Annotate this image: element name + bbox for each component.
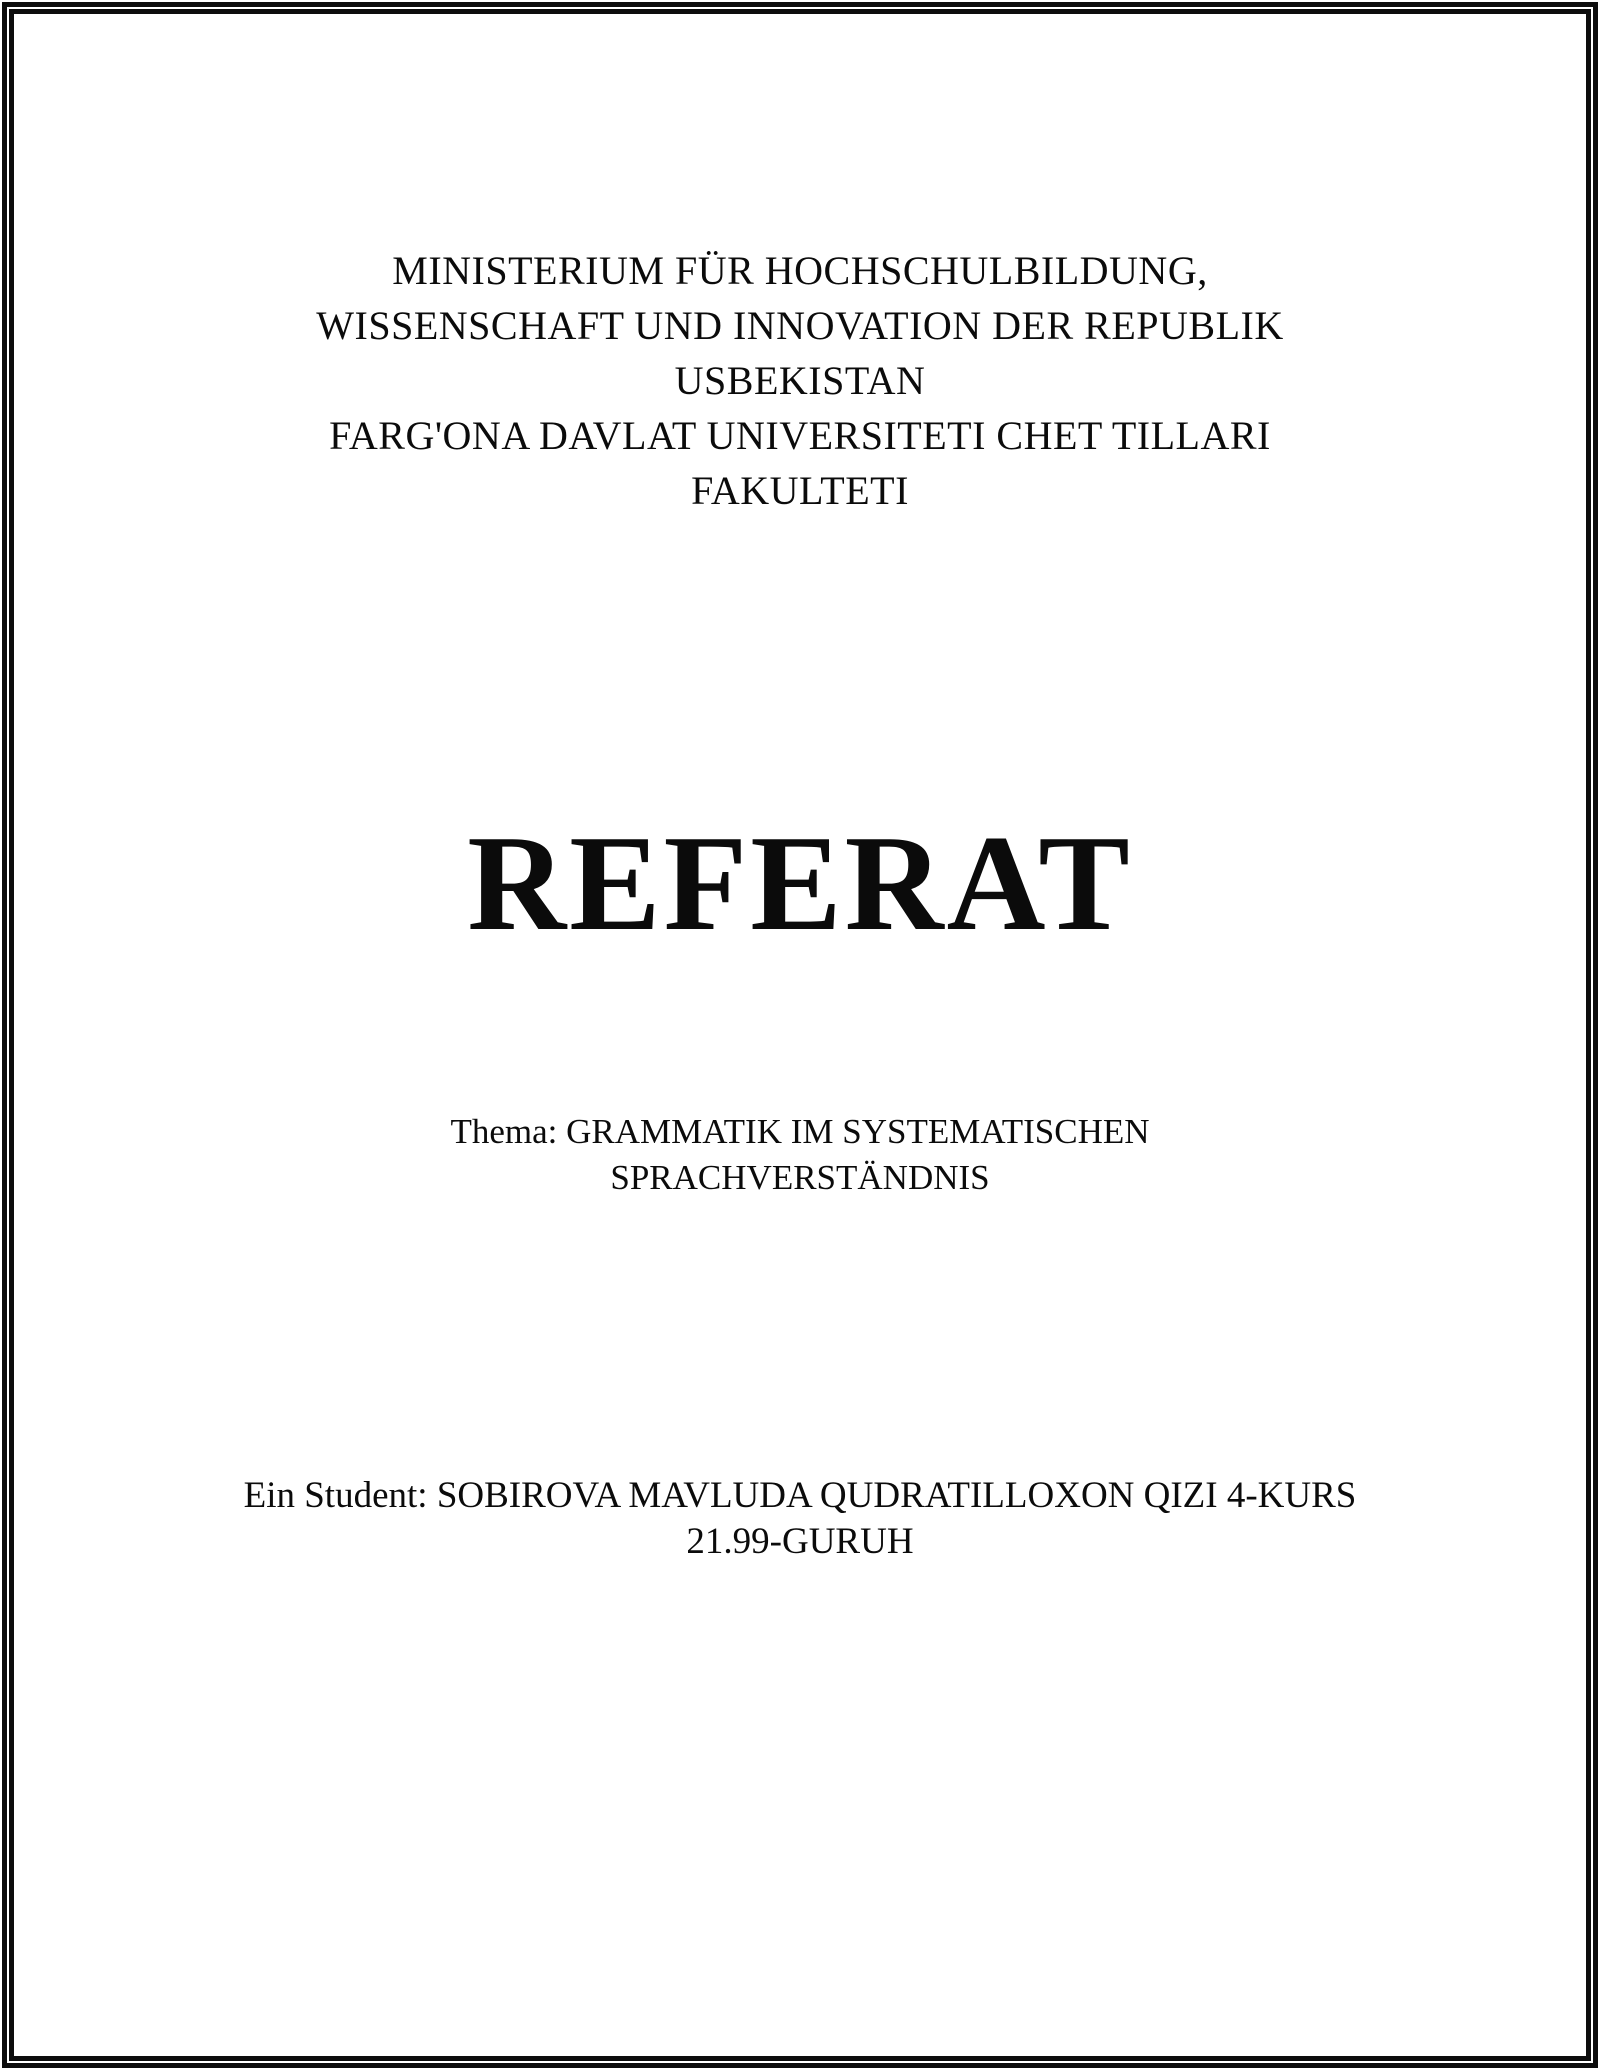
institution-header-line-5: FAKULTETI [691,468,909,513]
institution-header-line-2: WISSENSCHAFT UND INNOVATION DER REPUBLIK [316,303,1284,348]
thema-line-1: Thema: GRAMMATIK IM SYSTEMATISCHEN [450,1112,1150,1151]
thema-line-2: SPRACHVERSTÄNDNIS [610,1158,990,1197]
institution-header-line-3: USBEKISTAN [674,358,926,403]
institution-header [0,243,1600,518]
document-title: REFERAT [467,807,1133,959]
institution-header-line-4: FARG'ONA DAVLAT UNIVERSITETI CHET TILLARI [329,413,1271,458]
student-section [0,1473,1600,1565]
thema-section [0,1109,1600,1201]
student-line-2: 21.99-GURUH [686,1521,914,1562]
student-line-1: Ein Student: SOBIROVA MAVLUDA QUDRATILLOXON QIZI 4-KURS [243,1475,1357,1516]
institution-header-line-1: MINISTERIUM FÜR HOCHSCHULBILDUNG, [392,248,1208,293]
